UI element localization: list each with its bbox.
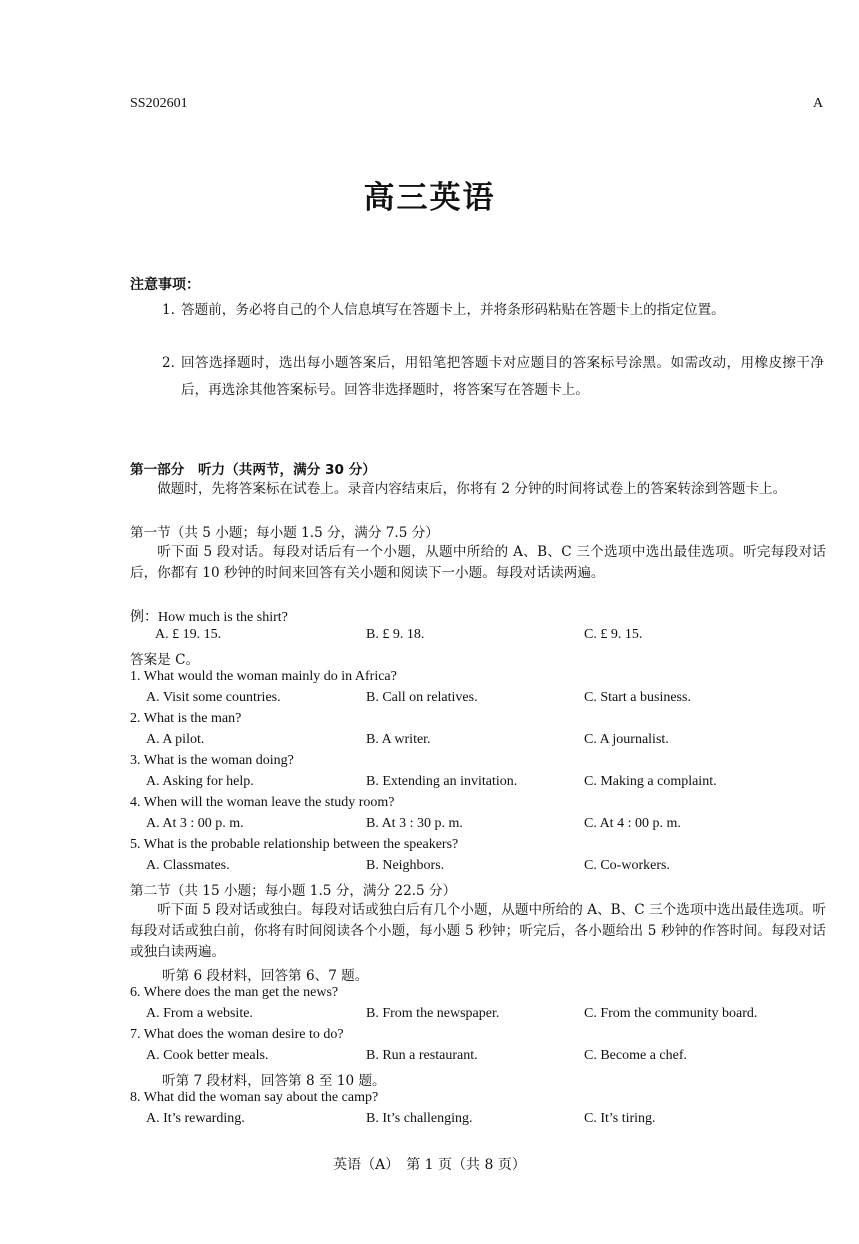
option-a: A. From a website. — [146, 1006, 253, 1021]
page-footer: 英语（A） 第 1 页（共 8 页） — [333, 1157, 526, 1173]
notice-item — [162, 297, 824, 324]
paper-version: A — [813, 96, 824, 111]
option-c: C. Making a complaint. — [584, 774, 717, 789]
section1-heading: 第一节（共 5 小题；每小题 1.5 分，满分 7.5 分） — [130, 525, 439, 541]
example-option-b: B. £ 9. 18. — [366, 627, 425, 642]
option-b: B. Call on relatives. — [366, 690, 478, 705]
example-question: 例：How much is the shirt? — [130, 610, 288, 625]
option-c: C. Co-workers. — [584, 858, 670, 873]
example-option-c: C. £ 9. 15. — [584, 627, 643, 642]
notice-item-text: 回答选择题时，选出每小题答案后，用铅笔把答题卡对应题目的答案标号涂黑。如需改动，用橡皮擦干净后，再选涂其他答案标号。回答非选择题时，将答案写在答题卡上。 — [181, 355, 824, 398]
option-a: A. At 3 : 00 p. m. — [146, 816, 244, 831]
material-7-instruction: 听第 7 段材料，回答第 8 至 10 题。 — [162, 1073, 386, 1089]
option-a: A. A pilot. — [146, 732, 205, 747]
option-a: A. Cook better meals. — [146, 1048, 269, 1063]
material-6-instruction: 听第 6 段材料，回答第 6、7 题。 — [162, 968, 369, 984]
part1-heading: 第一部分 听力（共两节，满分 30 分） — [130, 462, 376, 478]
section2-heading: 第二节（共 15 小题；每小题 1.5 分，满分 22.5 分） — [130, 883, 457, 899]
option-b: B. A writer. — [366, 732, 431, 747]
option-a: A. Classmates. — [146, 858, 230, 873]
notice-item-number: 1. — [162, 302, 175, 318]
option-c: C. A journalist. — [584, 732, 669, 747]
example-answer: 答案是 C。 — [130, 652, 200, 668]
notice-item — [162, 350, 824, 404]
question: 8. What did the woman say about the camp? — [130, 1090, 379, 1105]
option-b: B. Run a restaurant. — [366, 1048, 478, 1063]
option-a: A. It’s rewarding. — [146, 1111, 245, 1126]
section2-instructions: 听下面 5 段对话或独白。每段对话或独白后有几个小题，从题中所给的 A、B、C 三个选项中选出最佳选项。听每段对话或独白前，你将有时间阅读各个小题，每小题 5 秒钟；听完后，各小题给出 5 秒钟的作答时间。每段对话或独白读两遍。 — [130, 902, 826, 960]
notice-heading: 注意事项： — [130, 277, 200, 293]
option-b: B. From the newspaper. — [366, 1006, 500, 1021]
option-a: A. Visit some countries. — [146, 690, 281, 705]
example-option-a: A. £ 19. 15. — [155, 627, 222, 642]
option-b: B. It’s challenging. — [366, 1111, 473, 1126]
option-c: C. Start a business. — [584, 690, 691, 705]
option-b: B. Neighbors. — [366, 858, 445, 873]
option-c: C. Become a chef. — [584, 1048, 688, 1063]
option-b: B. Extending an invitation. — [366, 774, 518, 789]
part1-intro: 做题时，先将答案标在试卷上。录音内容结束后，你将有 2 分钟的时间将试卷上的答案转涂到答题卡上。 — [157, 481, 787, 497]
question: 5. What is the probable relationship between the speakers? — [130, 837, 459, 852]
option-c: C. It’s tiring. — [584, 1111, 656, 1126]
notice-item-number: 2. — [162, 355, 175, 371]
option-b: B. At 3 : 30 p. m. — [366, 816, 463, 831]
option-a: A. Asking for help. — [146, 774, 254, 789]
exam-code: SS202601 — [130, 96, 188, 111]
question: 6. Where does the man get the news? — [130, 985, 339, 1000]
question: 4. When will the woman leave the study room? — [130, 795, 395, 810]
question: 7. What does the woman desire to do? — [130, 1027, 344, 1042]
section1-instructions: 听下面 5 段对话。每段对话后有一个小题，从题中所给的 A、B、C 三个选项中选出最佳选项。听完每段对话后，你都有 10 秒钟的时间来回答有关小题和阅读下一小题。每段对话读两遍。 — [130, 544, 826, 581]
question: 3. What is the woman doing? — [130, 753, 294, 768]
question: 2. What is the man? — [130, 711, 242, 726]
option-c: C. At 4 : 00 p. m. — [584, 816, 681, 831]
question: 1. What would the woman mainly do in Africa? — [130, 669, 397, 684]
option-c: C. From the community board. — [584, 1006, 758, 1021]
page-title: 高三英语 — [363, 180, 496, 216]
notice-item-text: 答题前，务必将自己的个人信息填写在答题卡上，并将条形码粘贴在答题卡上的指定位置。 — [181, 302, 725, 318]
